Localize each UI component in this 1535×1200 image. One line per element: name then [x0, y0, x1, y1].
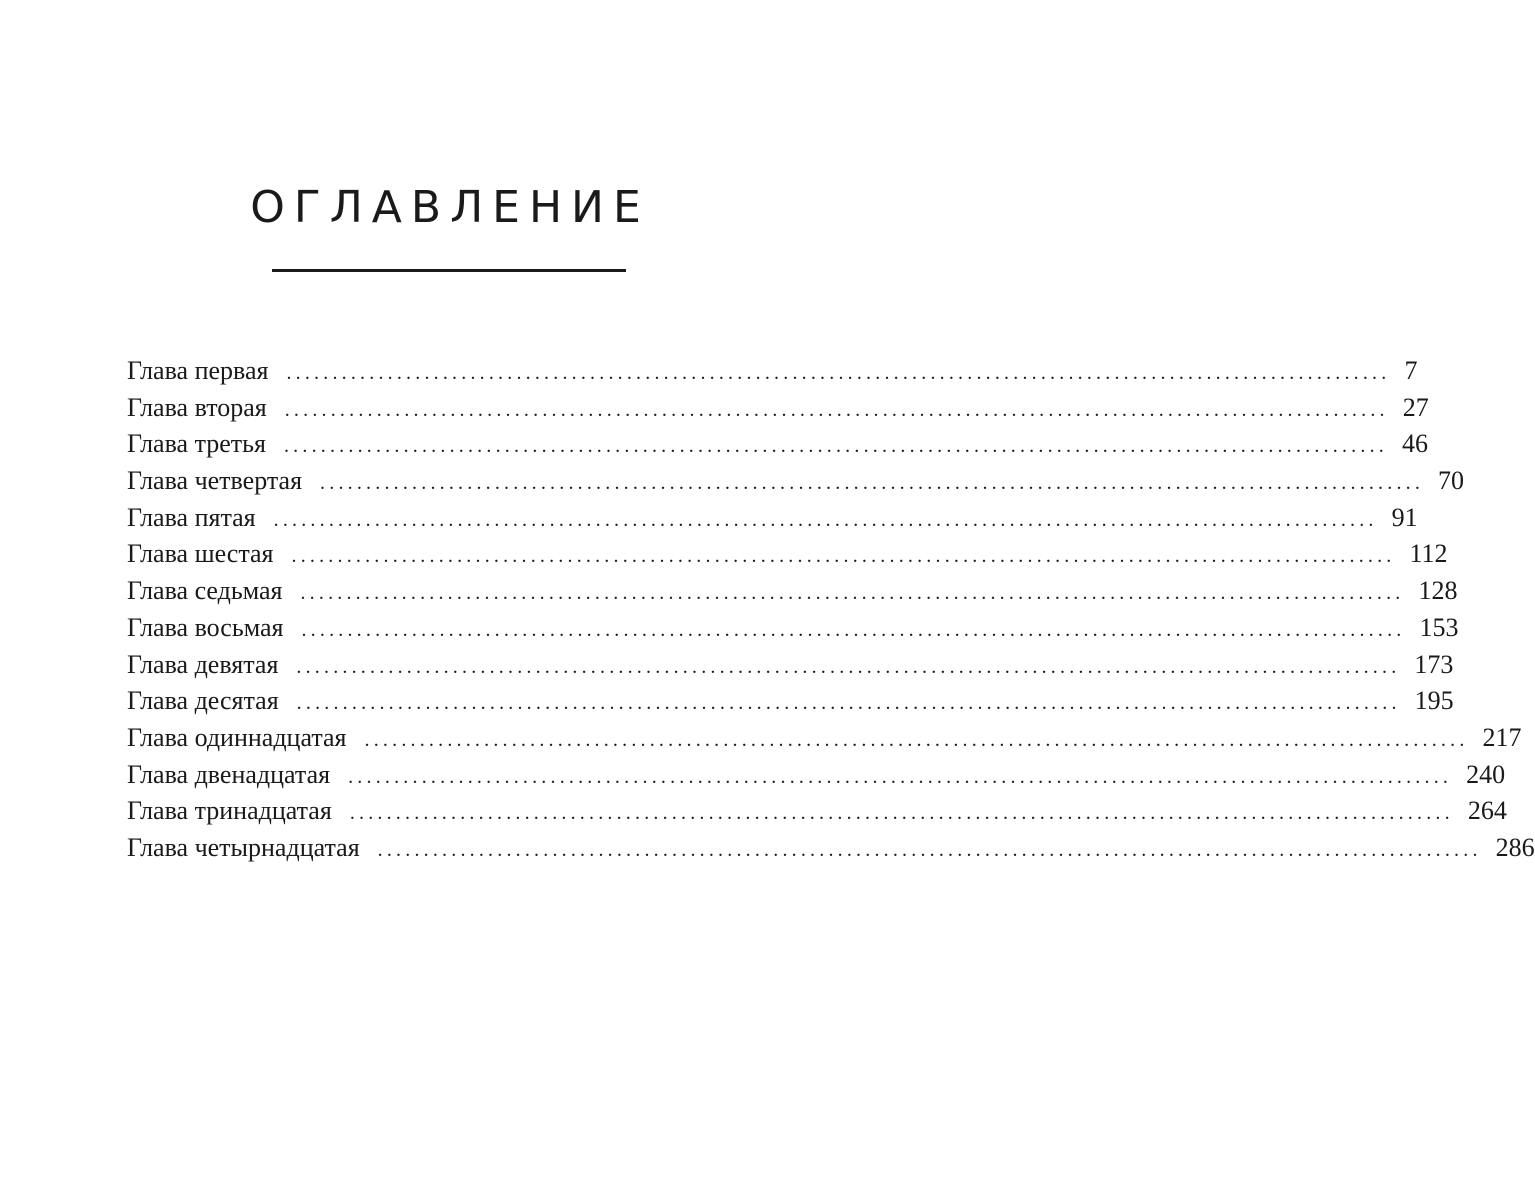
toc-entry-page: 91 — [1391, 502, 1418, 532]
toc-leader-dots: ........................................................................................................................ — [349, 802, 1454, 825]
toc-leader-dots: ........................................................................................................................ — [320, 472, 1425, 495]
toc-entry-title: Глава девятая — [127, 649, 279, 679]
toc-entry-title: Глава одиннадцатая — [127, 722, 347, 752]
toc-entry-page: 112 — [1409, 539, 1448, 569]
toc-entry-title: Глава седьмая — [127, 576, 283, 606]
toc-entry-title: Глава тринадцатая — [127, 796, 332, 826]
toc-entry-page: 240 — [1466, 759, 1506, 789]
toc-leader-dots: ........................................................................................................................ — [273, 508, 1378, 531]
toc-entry-title: Глава четырнадцатая — [127, 832, 360, 862]
toc-entry[interactable] — [127, 466, 1465, 503]
toc-entry[interactable] — [127, 686, 1454, 723]
toc-leader-dots: ........................................................................................................................ — [300, 582, 1405, 605]
toc-entry-page: 128 — [1418, 576, 1458, 606]
toc-entry-page: 217 — [1482, 722, 1522, 752]
toc-entry[interactable] — [127, 576, 1458, 613]
toc-entry[interactable] — [127, 796, 1507, 833]
toc-entry[interactable] — [127, 429, 1428, 466]
toc-entry[interactable] — [127, 832, 1535, 870]
toc-entry[interactable] — [127, 356, 1418, 393]
toc-entry-page: 7 — [1404, 356, 1418, 385]
toc-leader-dots: ........................................................................................................................ — [296, 655, 1401, 678]
toc-entry[interactable] — [127, 539, 1448, 576]
toc-entry[interactable] — [127, 392, 1429, 430]
toc-entry-page: 173 — [1414, 649, 1454, 679]
toc-leader-dots: ........................................................................................................................ — [301, 618, 1406, 641]
toc-entry[interactable] — [127, 612, 1459, 650]
toc-entry[interactable] — [127, 722, 1522, 760]
toc-entry-title: Глава двенадцатая — [127, 759, 331, 789]
toc-entry-page: 195 — [1414, 686, 1454, 716]
toc-leader-dots: ........................................................................................................................ — [283, 435, 1388, 458]
toc-entry-title: Глава первая — [127, 356, 269, 385]
table-of-contents — [127, 356, 1535, 870]
toc-leader-dots: ........................................................................................................................ — [377, 838, 1482, 861]
toc-leader-dots: ........................................................................................................................ — [296, 692, 1401, 715]
title-underline — [272, 269, 626, 272]
toc-entry-title: Глава вторая — [127, 392, 267, 422]
toc-leader-dots: ........................................................................................................................ — [291, 545, 1396, 568]
toc-entry-page: 27 — [1402, 392, 1429, 422]
toc-leader-dots: ........................................................................................................................ — [286, 362, 1391, 384]
toc-entry-title: Глава десятая — [127, 686, 279, 716]
toc-entry-page: 46 — [1401, 429, 1428, 459]
toc-entry-title: Глава пятая — [127, 502, 256, 532]
toc-leader-dots: ........................................................................................................................ — [364, 728, 1469, 751]
toc-entry[interactable] — [127, 502, 1418, 540]
page-title: ОГЛАВЛЕНИЕ — [250, 182, 650, 233]
toc-entry-title: Глава восьмая — [127, 612, 284, 642]
toc-entry-page: 264 — [1467, 796, 1507, 826]
toc-leader-dots: ........................................................................................................................ — [284, 398, 1389, 421]
toc-entry-title: Глава шестая — [127, 539, 274, 569]
toc-entry-page: 70 — [1438, 466, 1465, 496]
toc-entry-page: 153 — [1419, 612, 1459, 642]
toc-entry[interactable] — [127, 759, 1506, 797]
toc-entry[interactable] — [127, 649, 1454, 687]
toc-entry-title: Глава четвертая — [127, 466, 303, 496]
toc-leader-dots: ........................................................................................................................ — [348, 765, 1453, 788]
toc-entry-title: Глава третья — [127, 429, 266, 459]
toc-entry-page: 286 — [1495, 832, 1535, 862]
